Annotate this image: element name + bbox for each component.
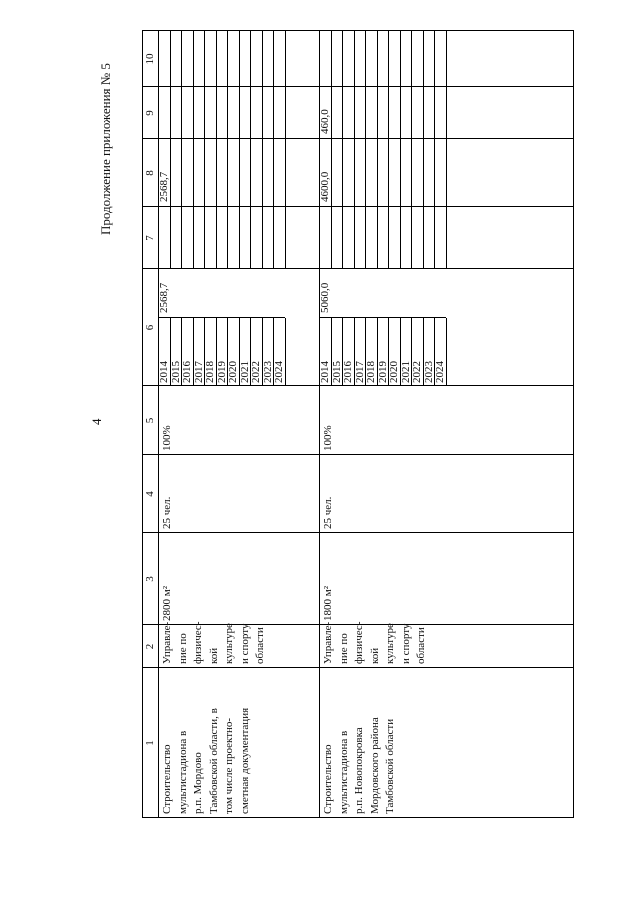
row1-name-line: Тамбовской области, в: [207, 708, 220, 814]
row2-year-2016: 2016: [342, 361, 354, 383]
row2-year-2018: 2018: [365, 361, 377, 383]
row2-value-subrule: [423, 139, 424, 207]
row1-agency-line: и спорту: [238, 623, 251, 664]
row2-col6-value: 5060,0: [319, 282, 331, 313]
column-rule: [142, 667, 573, 668]
row2-value-subrule: [388, 139, 389, 207]
row1-value-subrule: [250, 31, 251, 87]
row1-agency-line: кой: [207, 647, 220, 664]
row1-value-subrule: [227, 207, 228, 269]
row1-col6-value: 2568,7: [158, 282, 170, 313]
row1-agency-line: Управле-: [161, 621, 173, 664]
row1-name-line: мультистадиона в: [176, 730, 189, 814]
row2-name-line: мультистадиона в: [337, 730, 350, 814]
header-cell-7: 7: [144, 235, 156, 241]
row1-value-subrule: [216, 139, 217, 207]
row2-agency-line: культуре: [384, 623, 396, 664]
row1-year-rule: [285, 318, 286, 386]
row2-year-2014: 2014: [319, 361, 331, 383]
row1-agency-line: культуре: [223, 623, 235, 664]
row2-value-subrule: [377, 207, 378, 269]
row2-col8-value: 4600,0: [319, 171, 331, 202]
row2-value-subrule: [365, 31, 366, 87]
row1-value-subrule: [181, 139, 182, 207]
row2-value-subrule: [423, 31, 424, 87]
row2-agency-line: и спорту: [399, 623, 412, 664]
row2-value-subrule: [423, 207, 424, 269]
row1-col8-value: 2568,7: [158, 171, 170, 202]
page-number: 4: [89, 418, 104, 425]
row1-value-subrule: [193, 31, 194, 87]
row1-value-subrule: [227, 31, 228, 87]
row2-value-subrule: [331, 207, 332, 269]
header-cell-3: 3: [144, 576, 156, 582]
row1-name-line: р.п. Мордово: [192, 752, 204, 814]
row1-value-subrule: [170, 31, 171, 87]
row1-year-2017: 2017: [192, 361, 205, 383]
row2-capacity: 25 чел.: [322, 496, 334, 529]
row2-value-subrule: [342, 139, 343, 207]
row2-value-subrule: [388, 87, 389, 139]
row1-agency-line: области: [254, 627, 266, 664]
row2-value-subrule: [411, 139, 412, 207]
row2-value-subrule: [446, 207, 447, 269]
row1-value-subrule: [262, 139, 263, 207]
row1-value-subrule: [285, 139, 286, 207]
row2-value-subrule: [342, 207, 343, 269]
row2-year-2015: 2015: [330, 361, 343, 383]
row2-value-subrule: [342, 31, 343, 87]
row2-value-subrule: [388, 31, 389, 87]
column-rule: [142, 206, 573, 207]
row1-value-subrule: [181, 87, 182, 139]
row1-value-subrule: [285, 207, 286, 269]
header-cell-1: 1: [144, 740, 156, 746]
row1-value-subrule: [170, 207, 171, 269]
row1-value-subrule: [250, 139, 251, 207]
row1-year-col-rule: [158, 317, 285, 318]
row1-name-line: сметная документация: [238, 707, 251, 814]
row1-name-line: Строительство: [161, 744, 173, 814]
row1-value-subrule: [239, 31, 240, 87]
row1-value-subrule: [250, 207, 251, 269]
row2-value-subrule: [331, 31, 332, 87]
header-cell-2: 2: [144, 643, 156, 650]
row-divider: [319, 30, 320, 818]
row1-year-2022: 2022: [250, 361, 262, 383]
row1-value-subrule: [262, 87, 263, 139]
row2-value-subrule: [365, 207, 366, 269]
row2-value-subrule: [400, 31, 401, 87]
row1-value-subrule: [262, 31, 263, 87]
row2-year-2017: 2017: [353, 361, 366, 383]
row1-readiness: 100%: [161, 425, 173, 451]
row1-capacity: 25 чел.: [161, 496, 173, 529]
header-cell-9: 9: [144, 110, 156, 116]
header-cell-6: 6: [144, 324, 156, 331]
row1-agency-line: физичес-: [192, 621, 204, 664]
row1-value-subrule: [193, 87, 194, 139]
row2-value-subrule: [365, 87, 366, 139]
row2-value-subrule: [423, 87, 424, 139]
row2-col9-value: 460,0: [319, 109, 331, 134]
row1-value-subrule: [239, 207, 240, 269]
row2-value-subrule: [377, 87, 378, 139]
row2-value-subrule: [354, 87, 355, 139]
row2-agency-line: кой: [368, 647, 381, 664]
appendix-caption: Продолжение приложения № 5: [98, 63, 113, 235]
row2-value-subrule: [365, 139, 366, 207]
row2-value-subrule: [400, 207, 401, 269]
row2-year-2023: 2023: [422, 361, 435, 383]
column-rule: [142, 454, 573, 455]
row2-value-subrule: [411, 31, 412, 87]
row2-name-line: Тамбовской области: [384, 718, 396, 814]
row1-value-subrule: [181, 31, 182, 87]
row1-year-2016: 2016: [181, 361, 193, 383]
row1-value-subrule: [193, 139, 194, 207]
row2-readiness: 100%: [322, 425, 334, 451]
row1-agency-line: ние по: [176, 633, 189, 664]
row1-value-subrule: [181, 207, 182, 269]
column-rule: [142, 86, 573, 87]
row2-agency-line: области: [415, 627, 427, 664]
row2-value-subrule: [411, 87, 412, 139]
row2-year-col-rule: [319, 317, 446, 318]
row1-value-subrule: [216, 207, 217, 269]
column-rule: [142, 817, 573, 818]
row2-value-subrule: [354, 31, 355, 87]
row1-year-2021: 2021: [238, 361, 251, 383]
row2-year-2020: 2020: [388, 361, 400, 383]
row2-name-line: Мордовского района: [368, 717, 381, 814]
row2-value-subrule: [446, 87, 447, 139]
row1-value-subrule: [227, 139, 228, 207]
row1-year-2023: 2023: [261, 361, 274, 383]
row1-value-subrule: [193, 207, 194, 269]
row1-name-line: том числе проектно-: [223, 717, 235, 814]
row1-value-subrule: [273, 207, 274, 269]
header-rule: [158, 30, 159, 818]
row2-value-subrule: [411, 207, 412, 269]
row1-value-subrule: [239, 139, 240, 207]
row1-value-subrule: [262, 207, 263, 269]
column-rule: [142, 268, 573, 269]
row2-value-subrule: [434, 207, 435, 269]
header-cell-10: 10: [144, 53, 156, 65]
row2-value-subrule: [446, 139, 447, 207]
row2-agency-line: ние по: [337, 633, 350, 664]
column-rule: [142, 532, 573, 533]
row1-year-2020: 2020: [227, 361, 239, 383]
row1-value-subrule: [227, 87, 228, 139]
header-cell-4: 4: [144, 491, 156, 497]
row2-area: 1800 м²: [322, 585, 334, 621]
row2-value-subrule: [434, 139, 435, 207]
row2-value-subrule: [434, 31, 435, 87]
row1-area: 2800 м²: [161, 585, 173, 621]
column-rule: [142, 30, 573, 31]
row2-agency-line: физичес-: [353, 621, 365, 664]
row2-value-subrule: [354, 207, 355, 269]
row1-value-subrule: [216, 31, 217, 87]
row2-value-subrule: [354, 139, 355, 207]
row1-year-2019: 2019: [215, 361, 228, 383]
row2-value-subrule: [377, 139, 378, 207]
row1-value-subrule: [273, 31, 274, 87]
row2-value-subrule: [434, 87, 435, 139]
table-bottom-rule: [573, 30, 574, 818]
row1-value-subrule: [239, 87, 240, 139]
row1-value-subrule: [250, 87, 251, 139]
row2-value-subrule: [446, 31, 447, 87]
row1-value-subrule: [285, 31, 286, 87]
row2-value-subrule: [342, 87, 343, 139]
row1-value-subrule: [273, 87, 274, 139]
row1-year-2014: 2014: [158, 361, 170, 383]
row2-value-subrule: [377, 31, 378, 87]
row2-value-subrule: [400, 139, 401, 207]
row1-value-subrule: [170, 87, 171, 139]
column-rule: [142, 138, 573, 139]
row2-agency-line: Управле-: [322, 621, 334, 664]
row2-name-line: Строительство: [322, 744, 334, 814]
row1-year-2024: 2024: [273, 361, 285, 383]
row1-year-2015: 2015: [169, 361, 182, 383]
row1-value-subrule: [204, 207, 205, 269]
row2-value-subrule: [388, 207, 389, 269]
row2-year-2022: 2022: [411, 361, 423, 383]
row2-year-2024: 2024: [434, 361, 446, 383]
row2-value-subrule: [400, 87, 401, 139]
row1-year-2018: 2018: [204, 361, 216, 383]
row1-value-subrule: [273, 139, 274, 207]
header-cell-8: 8: [144, 170, 156, 176]
row2-name-line: р.п. Новопокровка: [353, 727, 365, 814]
row1-value-subrule: [285, 87, 286, 139]
row2-year-rule: [446, 318, 447, 386]
row1-value-subrule: [204, 31, 205, 87]
row2-year-2021: 2021: [399, 361, 412, 383]
row1-value-subrule: [204, 139, 205, 207]
row1-value-subrule: [216, 87, 217, 139]
row2-year-2019: 2019: [376, 361, 389, 383]
row1-value-subrule: [204, 87, 205, 139]
header-cell-5: 5: [144, 417, 156, 424]
